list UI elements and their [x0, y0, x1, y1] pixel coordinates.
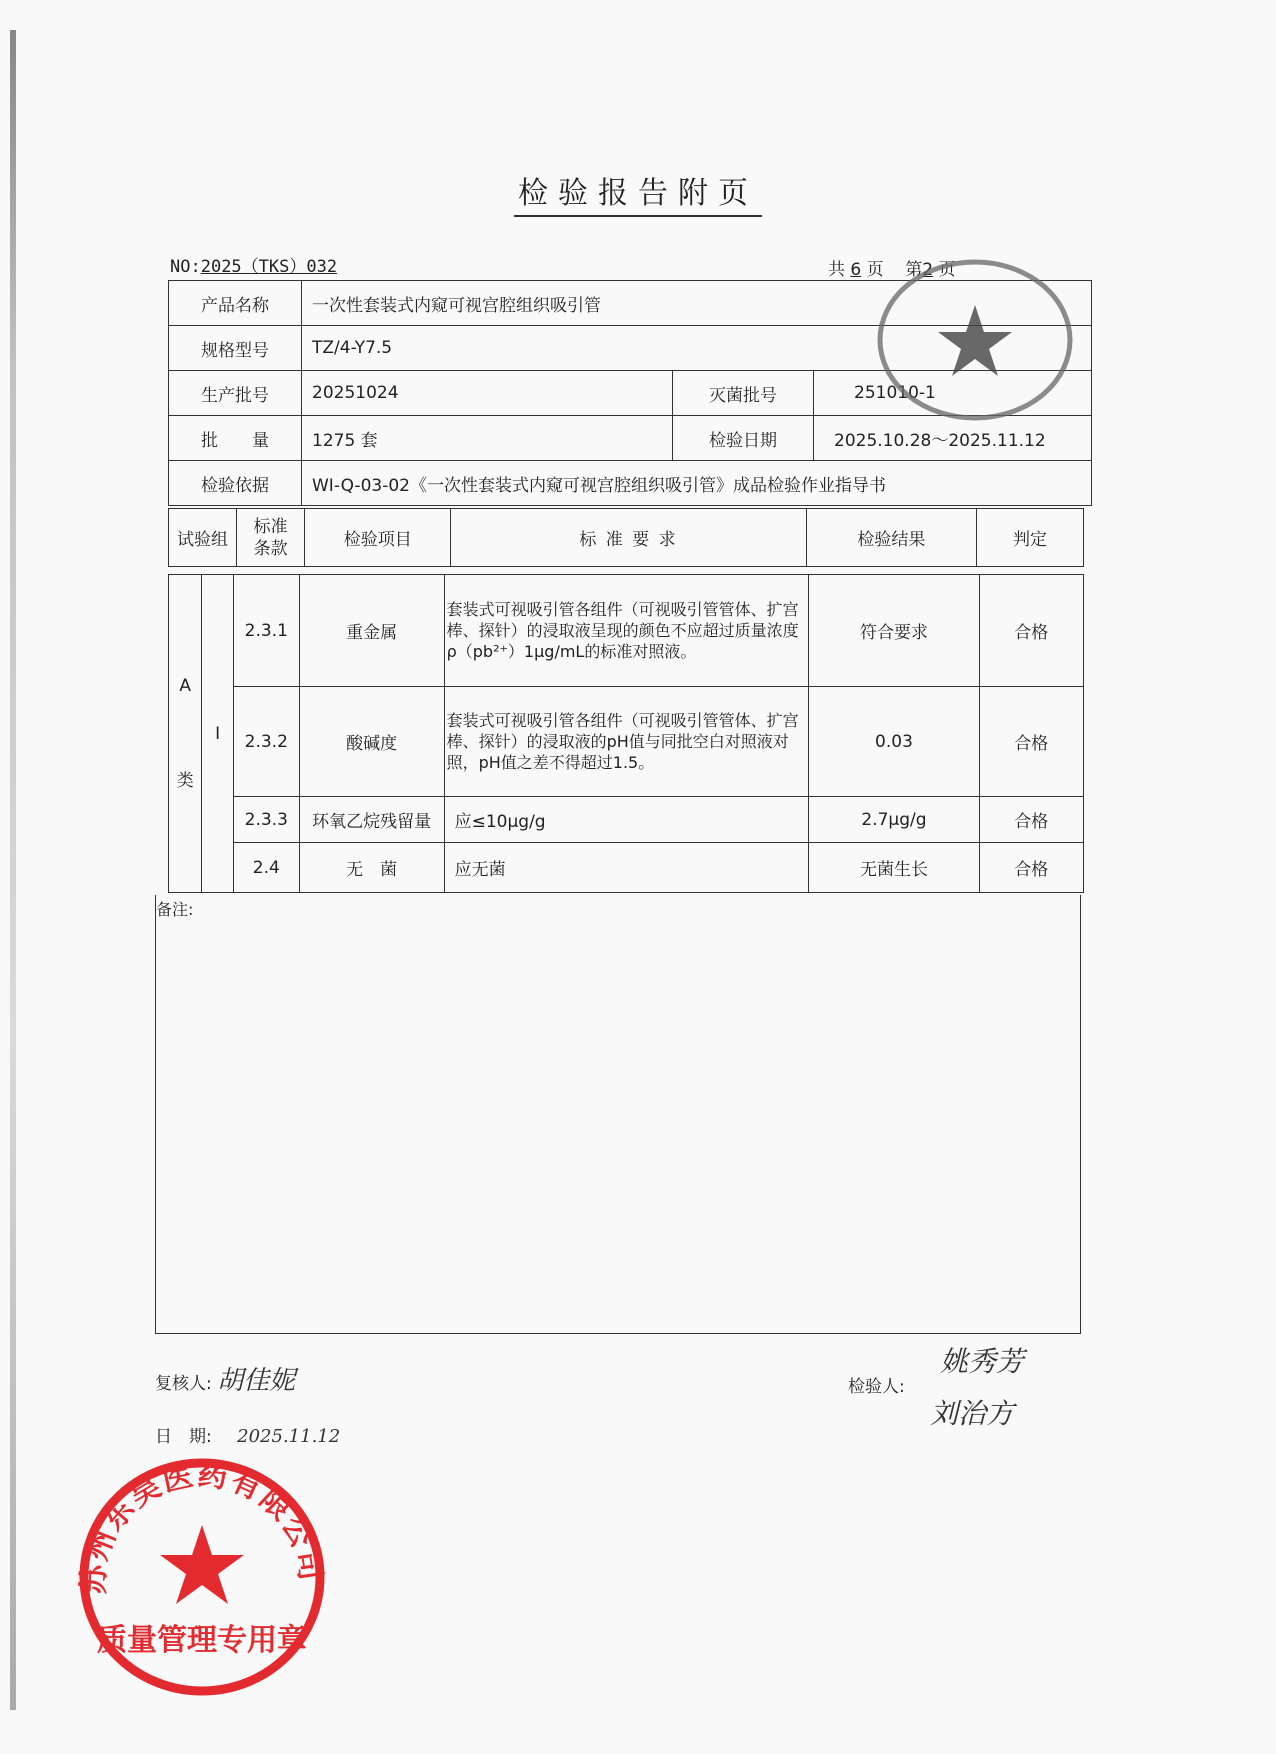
- header-result: 检验结果: [806, 509, 976, 567]
- inspection-date-value: 2025.10.28～2025.11.12: [814, 416, 1092, 461]
- header-requirement: 标 准 要 求: [451, 509, 807, 567]
- reviewer-label: 复核人:: [155, 1374, 212, 1394]
- date-signature: 2025.11.12: [237, 1426, 341, 1447]
- row4-result: 无菌生长: [809, 843, 979, 893]
- row4-item: 无 菌: [299, 843, 444, 893]
- row3-item: 环氧乙烷残留量: [299, 797, 444, 843]
- header-clause: 标准条款: [236, 509, 304, 567]
- red-quality-seal: [75, 1455, 330, 1700]
- basis-label: 检验依据: [169, 461, 302, 506]
- reviewer-signature: 胡佳妮: [217, 1366, 296, 1396]
- model-label: 规格型号: [169, 326, 302, 371]
- red-seal-purpose-text: 质量管理专用章: [97, 1623, 307, 1658]
- date-label: 日 期:: [155, 1427, 212, 1447]
- row3-result: 2.7μg/g: [809, 797, 979, 843]
- row1-result: 符合要求: [809, 575, 979, 687]
- remarks-label: 备注:: [156, 900, 194, 919]
- quantity-label: 批 量: [169, 416, 302, 461]
- batch-value: 20251024: [302, 371, 673, 416]
- sterilization-value: 251010-1: [814, 371, 1092, 416]
- row2-clause: 2.3.2: [233, 687, 299, 797]
- row1-clause: 2.3.1: [233, 575, 299, 687]
- row2-result: 0.03: [809, 687, 979, 797]
- header-item: 检验项目: [305, 509, 451, 567]
- row1-item: 重金属: [299, 575, 444, 687]
- basis-value: WI-Q-03-02《一次性套装式内窥可视宫腔组织吸引管》成品检验作业指导书: [302, 461, 1092, 506]
- reviewer: [155, 1360, 295, 1397]
- header-judgment: 判定: [977, 509, 1084, 567]
- results-table: [168, 508, 1084, 567]
- sign-date: [155, 1422, 340, 1447]
- batch-label: 生产批号: [169, 371, 302, 416]
- scan-edge: [10, 30, 16, 1710]
- inspector-signature-1: 姚秀芳: [940, 1345, 1025, 1378]
- product-name: 一次性套装式内窥可视宫腔组织吸引管: [302, 281, 1092, 326]
- inspector-signature-2: 刘治方: [930, 1397, 1015, 1430]
- row3-judgment: 合格: [979, 797, 1083, 843]
- red-seal-company-text: 苏州东吴医药有限公司: [76, 1457, 329, 1595]
- product-name-label: 产品名称: [169, 281, 302, 326]
- row1-requirement: 套装式可视吸引管各组件（可视吸引管管体、扩宫棒、探针）的浸取液呈现的颜色不应超过质量浓度ρ（pb²⁺）1μg/mL的标准对照液。: [444, 575, 809, 687]
- inspection-date-label: 检验日期: [673, 416, 814, 461]
- row2-requirement: 套装式可视吸引管各组件（可视吸引管管体、扩宫棒、探针）的浸取液的pH值与同批空白对照液对照，pH值之差不得超过1.5。: [444, 687, 809, 797]
- row4-judgment: 合格: [979, 843, 1083, 893]
- model-value: TZ/4-Y7.5: [302, 326, 1092, 371]
- inspector: [848, 1372, 905, 1397]
- inspector-label: 检验人:: [848, 1377, 905, 1397]
- row2-judgment: 合格: [979, 687, 1083, 797]
- group-a-cell: A 类: [169, 575, 202, 893]
- sub-group-cell: I: [202, 575, 233, 893]
- results-body: [168, 574, 1084, 895]
- page-info: 共 6 页 第2 页: [828, 260, 956, 280]
- row2-item: 酸碱度: [299, 687, 444, 797]
- report-number: NO:2025（TKS）032: [170, 257, 338, 277]
- row4-requirement: 应无菌: [444, 843, 809, 893]
- row3-requirement: 应≤10μg/g: [444, 797, 809, 843]
- row4-clause: 2.4: [233, 843, 299, 893]
- page-title: 检验报告附页: [0, 168, 1276, 212]
- sterilization-label: 灭菌批号: [673, 371, 814, 416]
- header-group: 试验组: [169, 509, 237, 567]
- row1-judgment: 合格: [979, 575, 1083, 687]
- remarks-box: [155, 895, 1081, 1334]
- row3-clause: 2.3.3: [233, 797, 299, 843]
- gray-seal-stamp: [870, 255, 1080, 425]
- quantity-value: 1275 套: [302, 416, 673, 461]
